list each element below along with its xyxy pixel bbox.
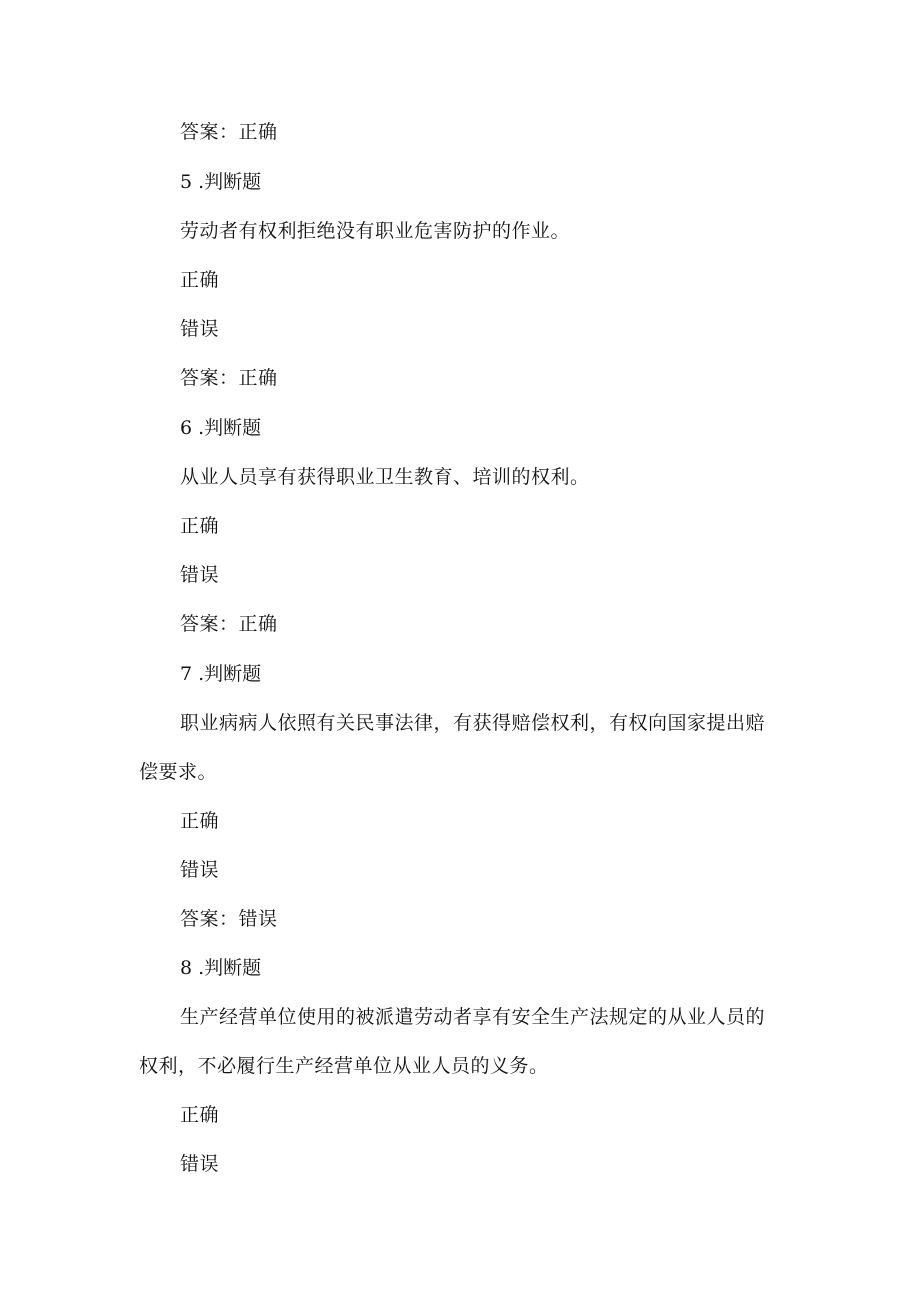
- question-text: 从业人员享有获得职业卫生教育、培训的权利。: [180, 466, 590, 488]
- option-false: 错误: [180, 564, 220, 586]
- question-text: 劳动者有权利拒绝没有职业危害防护的作业。: [180, 220, 571, 242]
- answer-text: 答案：正确: [180, 121, 278, 143]
- option-true: 正确: [180, 1104, 220, 1126]
- option-true: 正确: [180, 810, 220, 832]
- question-text-line1: 职业病病人依照有关民事法律，有获得赔偿权利，有权向国家提出赔: [180, 712, 766, 734]
- question-number: 7 .判断题: [180, 663, 262, 685]
- answer-text: 答案：错误: [180, 908, 278, 930]
- answer-text: 答案：正确: [180, 613, 278, 635]
- option-false: 错误: [180, 859, 220, 881]
- question-number: 5 .判断题: [180, 171, 262, 193]
- question-text-line2: 偿要求。: [139, 761, 218, 783]
- option-true: 正确: [180, 269, 220, 291]
- option-true: 正确: [180, 515, 220, 537]
- question-text-line2: 权利，不必履行生产经营单位从业人员的义务。: [139, 1055, 549, 1077]
- answer-text: 答案：正确: [180, 367, 278, 389]
- question-text-line1: 生产经营单位使用的被派遣劳动者享有安全生产法规定的从业人员的: [180, 1006, 766, 1028]
- option-false: 错误: [180, 1153, 220, 1175]
- question-number: 8 .判断题: [180, 957, 262, 979]
- option-false: 错误: [180, 318, 220, 340]
- question-number: 6 .判断题: [180, 417, 262, 439]
